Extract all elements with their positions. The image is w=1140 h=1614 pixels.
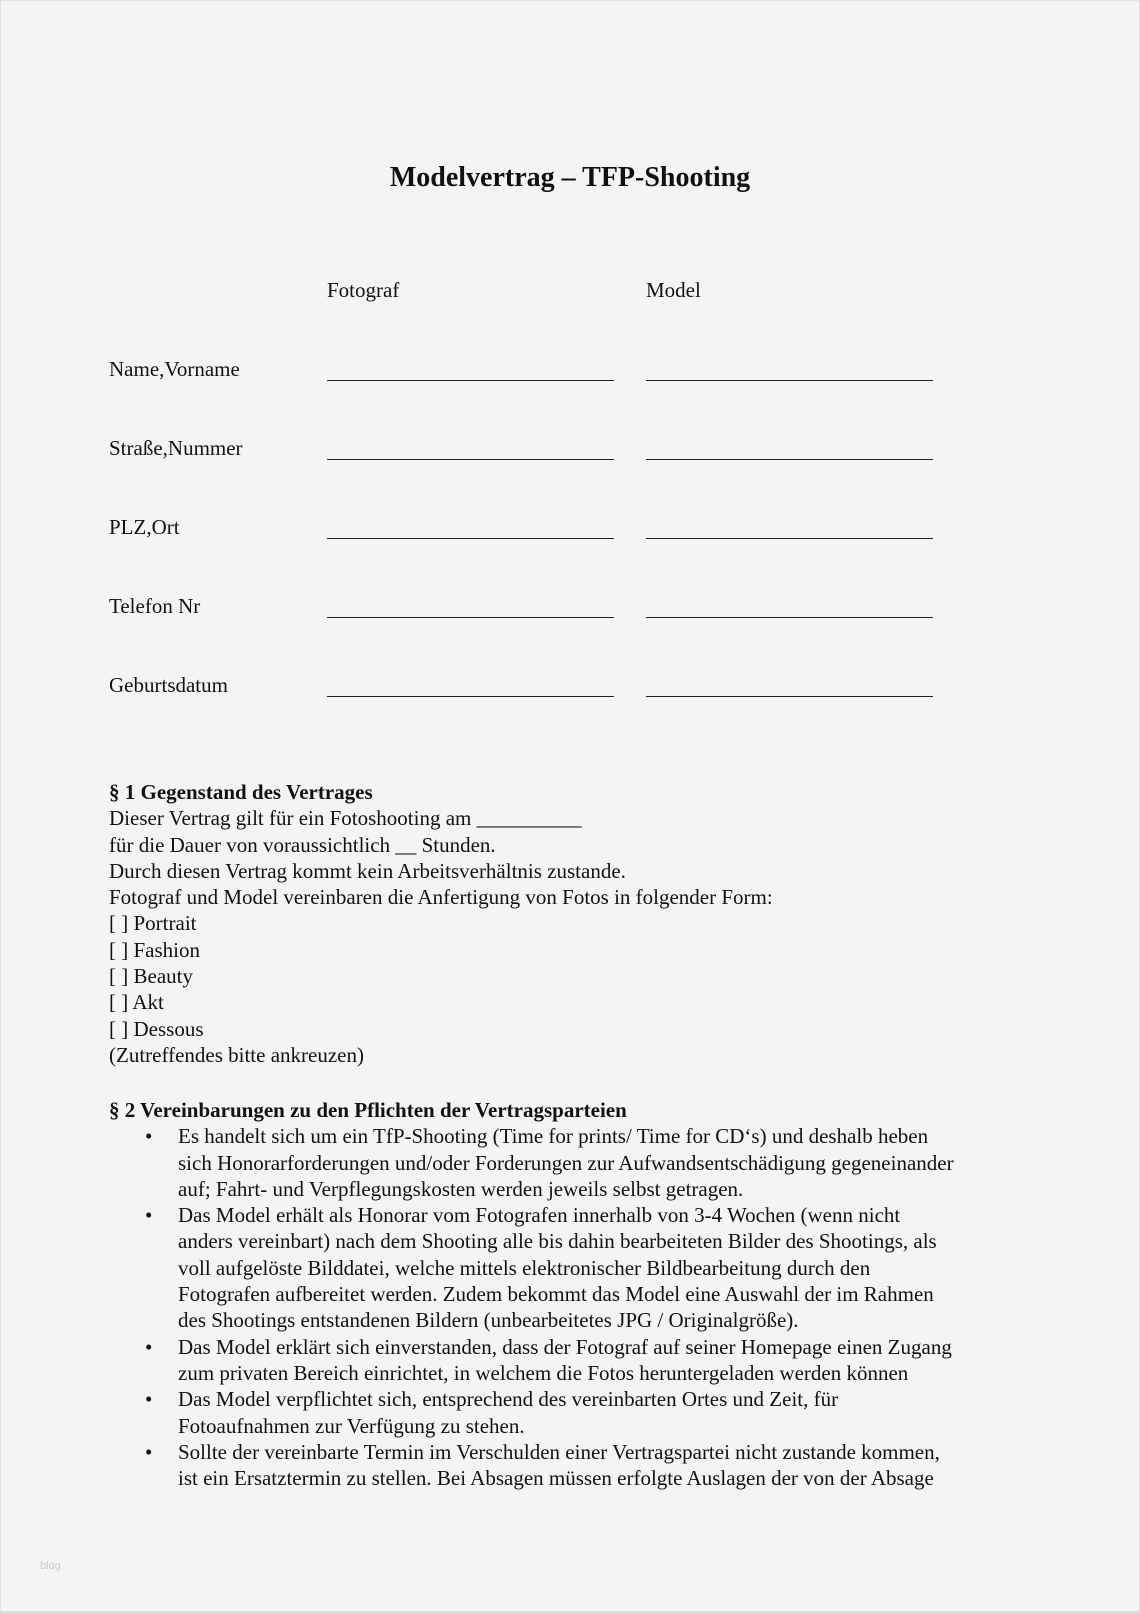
- column-header-model: Model: [646, 278, 701, 302]
- bullet-item: [109, 1123, 1049, 1202]
- bullet-text-line: ist ein Ersatztermin zu stellen. Bei Absagen müssen erfolgte Auslagen der von der Absage: [178, 1466, 934, 1491]
- fotograf-input-line[interactable]: [327, 538, 614, 539]
- model-input-line[interactable]: [646, 380, 933, 381]
- column-header-fotograf: Fotograf: [327, 278, 400, 302]
- section-2: [109, 1097, 1049, 1491]
- option-label: Fashion: [133, 937, 201, 962]
- watermark: blog: [40, 1560, 61, 1572]
- model-input-line[interactable]: [646, 538, 933, 539]
- field-label: Telefon Nr: [109, 594, 201, 618]
- bullet-icon: •: [145, 1387, 153, 1412]
- section-1-line: Dieser Vertrag gilt für ein Fotoshooting am __________: [109, 806, 582, 831]
- option-dessous[interactable]: [109, 1016, 773, 1042]
- checkbox[interactable]: [ ]: [109, 911, 129, 936]
- field-label: PLZ,Ort: [109, 515, 180, 539]
- fotograf-input-line[interactable]: [327, 459, 614, 460]
- bullet-text-line: Sollte der vereinbarte Termin im Verschulden einer Vertragspartei nicht zustande kommen,: [178, 1439, 940, 1464]
- bullet-icon: •: [145, 1334, 153, 1359]
- bullet-text-line: voll aufgelöste Bilddatei, welche mittels elektronischer Bildbearbeitung durch den: [178, 1255, 871, 1280]
- bullet-text-line: des Shootings entstandenen Bildern (unbearbeitetes JPG / Originalgröße).: [178, 1308, 799, 1333]
- bullet-text-line: Fotoaufnahmen zur Verfügung zu stehen.: [178, 1413, 525, 1438]
- fotograf-input-line[interactable]: [327, 380, 614, 381]
- option-label: Beauty: [133, 964, 193, 989]
- bullet-text-line: Es handelt sich um ein TfP-Shooting (Time for prints/ Time for CD‘s) und deshalb heben: [178, 1124, 929, 1149]
- bullet-text-line: auf; Fahrt- und Verpflegungskosten werden jeweils selbst getragen.: [178, 1176, 744, 1201]
- bullet-icon: •: [145, 1203, 153, 1228]
- field-label: Straße,Nummer: [109, 436, 243, 460]
- bullet-item: [109, 1334, 1049, 1387]
- model-input-line[interactable]: [646, 617, 933, 618]
- option-label: Dessous: [133, 1016, 204, 1041]
- bullet-text-line: Fotografen aufbereitet werden. Zudem bekommt das Model eine Auswahl der im Rahmen: [178, 1282, 934, 1307]
- section-1-note: (Zutreffendes bitte ankreuzen): [109, 1042, 364, 1067]
- field-label: Geburtsdatum: [109, 673, 228, 697]
- checkbox[interactable]: [ ]: [109, 964, 129, 989]
- document-title: Modelvertrag – TFP-Shooting: [389, 162, 751, 193]
- option-portrait[interactable]: [109, 910, 773, 936]
- fotograf-input-line[interactable]: [327, 617, 614, 618]
- fotograf-input-line[interactable]: [327, 696, 614, 697]
- bullet-item: [109, 1439, 1049, 1492]
- section-1-heading: § 1 Gegenstand des Vertrages: [109, 780, 373, 804]
- section-1-line: Fotograf und Model vereinbaren die Anfertigung von Fotos in folgender Form:: [109, 885, 773, 910]
- model-input-line[interactable]: [646, 459, 933, 460]
- section-1: [109, 779, 773, 1068]
- section-2-heading: § 2 Vereinbarungen zu den Pflichten der Vertragsparteien: [109, 1098, 627, 1122]
- checkbox[interactable]: [ ]: [109, 937, 129, 962]
- checkbox[interactable]: [ ]: [109, 990, 129, 1015]
- bullet-text-line: zum privaten Bereich einrichtet, in welchem die Fotos heruntergeladen werden können: [178, 1360, 909, 1385]
- bullet-text-line: sich Honorarforderungen und/oder Forderungen zur Aufwandsentschädigung gegeneinander: [178, 1150, 954, 1175]
- model-input-line[interactable]: [646, 696, 933, 697]
- bullet-text-line: anders vereinbart) nach dem Shooting alle bis dahin bearbeiteten Bilder des Shootings, als: [178, 1229, 937, 1254]
- option-akt[interactable]: [109, 989, 773, 1015]
- option-label: Akt: [132, 990, 164, 1015]
- checkbox[interactable]: [ ]: [109, 1016, 129, 1041]
- bullet-text-line: Das Model verpflichtet sich, entsprechend des vereinbarten Ortes und Zeit, für: [178, 1387, 839, 1412]
- field-label: Name,Vorname: [109, 357, 240, 381]
- bullet-item: [109, 1202, 1049, 1333]
- bullet-text-line: Das Model erklärt sich einverstanden, dass der Fotograf auf seiner Homepage einen Zugang: [178, 1334, 952, 1359]
- option-label: Portrait: [133, 911, 197, 936]
- bullet-text-line: Das Model erhält als Honorar vom Fotografen innerhalb von 3-4 Wochen (wenn nicht: [178, 1203, 901, 1228]
- bullet-item: [109, 1386, 1049, 1439]
- section-1-line: Durch diesen Vertrag kommt kein Arbeitsverhältnis zustande.: [109, 858, 626, 883]
- bullet-icon: •: [145, 1124, 153, 1149]
- section-1-line: für die Dauer von voraussichtlich __ Stunden.: [109, 832, 496, 857]
- bullet-icon: •: [145, 1439, 153, 1464]
- option-beauty[interactable]: [109, 963, 773, 989]
- option-fashion[interactable]: [109, 937, 773, 963]
